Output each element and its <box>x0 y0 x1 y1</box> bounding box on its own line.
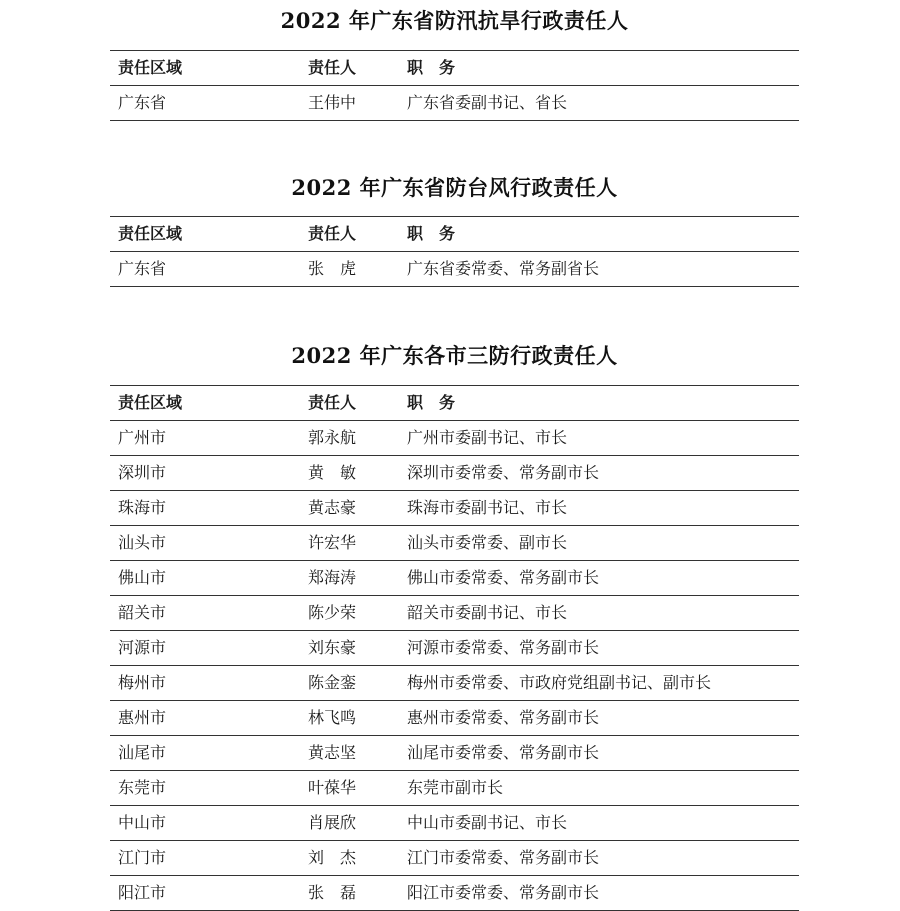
table-row <box>110 736 799 771</box>
section-title: 2022 年广东各市三防行政责任人 <box>291 343 618 368</box>
cell-person: 林飞鸣 <box>308 708 357 727</box>
cell-region: 佛山市 <box>118 568 167 587</box>
table-row <box>110 491 799 526</box>
cell-position: 江门市委常委、常务副市长 <box>407 848 600 867</box>
cell-person: 叶葆华 <box>308 778 357 797</box>
cell-person: 郭永航 <box>308 428 357 447</box>
cell-position: 珠海市委副书记、市长 <box>407 498 568 517</box>
table-row <box>110 876 799 911</box>
cell-position: 中山市委副书记、市长 <box>407 813 568 832</box>
table-row <box>110 86 799 121</box>
responsibility-table <box>110 385 799 911</box>
table-row <box>110 701 799 736</box>
cell-position: 汕头市委常委、副市长 <box>407 533 568 552</box>
cell-region: 中山市 <box>118 813 167 832</box>
table-header-row <box>110 385 799 421</box>
cell-position: 广东省委常委、常务副省长 <box>407 259 600 278</box>
cell-position: 广州市委副书记、市长 <box>407 428 568 447</box>
responsibility-table <box>110 50 799 121</box>
cell-person: 陈金銮 <box>308 673 357 692</box>
cell-person: 刘东豪 <box>308 638 357 657</box>
table-row <box>110 596 799 631</box>
cell-region: 汕头市 <box>118 533 167 552</box>
table-row <box>110 561 799 596</box>
header-person: 责任人 <box>308 224 357 243</box>
cell-position: 深圳市委常委、常务副市长 <box>407 463 600 482</box>
header-region: 责任区域 <box>118 224 183 243</box>
cell-region: 河源市 <box>118 638 167 657</box>
cell-person: 许宏华 <box>308 533 357 552</box>
cell-region: 广东省 <box>118 259 167 278</box>
cell-position: 佛山市委常委、常务副市长 <box>407 568 600 587</box>
cell-region: 梅州市 <box>118 673 167 692</box>
cell-region: 阳江市 <box>118 883 167 902</box>
cell-region: 江门市 <box>118 848 167 867</box>
cell-position: 汕尾市委常委、常务副市长 <box>407 743 600 762</box>
cell-position: 惠州市委常委、常务副市长 <box>407 708 600 727</box>
table-row <box>110 666 799 701</box>
cell-position: 广东省委副书记、省长 <box>407 93 568 112</box>
responsibility-table <box>110 216 799 287</box>
header-region: 责任区域 <box>118 393 183 412</box>
header-position: 职 务 <box>407 224 456 243</box>
cell-region: 汕尾市 <box>118 743 167 762</box>
cell-person: 王伟中 <box>308 93 357 112</box>
cell-person: 黄 敏 <box>308 463 357 482</box>
cell-region: 东莞市 <box>118 778 167 797</box>
cell-position: 东莞市副市长 <box>407 778 504 797</box>
section-title: 2022 年广东省防汛抗旱行政责任人 <box>280 8 629 33</box>
cell-region: 韶关市 <box>118 603 167 622</box>
cell-person: 肖展欣 <box>308 813 357 832</box>
table-header-row <box>110 50 799 86</box>
cell-person: 张 磊 <box>308 883 357 902</box>
cell-region: 广东省 <box>118 93 167 112</box>
cell-person: 刘 杰 <box>308 848 357 867</box>
section-title: 2022 年广东省防台风行政责任人 <box>291 175 618 200</box>
table-row <box>110 456 799 491</box>
table-row <box>110 526 799 561</box>
header-person: 责任人 <box>308 393 357 412</box>
header-region: 责任区域 <box>118 58 183 77</box>
cell-position: 河源市委常委、常务副市长 <box>407 638 600 657</box>
table-header-row <box>110 216 799 252</box>
table-row <box>110 841 799 876</box>
table-row <box>110 806 799 841</box>
header-position: 职 务 <box>407 58 456 77</box>
cell-person: 张 虎 <box>308 259 357 278</box>
cell-person: 郑海涛 <box>308 568 357 587</box>
cell-person: 黄志豪 <box>308 498 357 517</box>
cell-region: 珠海市 <box>118 498 167 517</box>
header-person: 责任人 <box>308 58 357 77</box>
header-position: 职 务 <box>407 393 456 412</box>
table-row <box>110 252 799 287</box>
cell-position: 梅州市委常委、市政府党组副书记、副市长 <box>407 673 712 692</box>
cell-person: 陈少荣 <box>308 603 357 622</box>
cell-region: 广州市 <box>118 428 167 447</box>
table-row <box>110 421 799 456</box>
table-row <box>110 631 799 666</box>
cell-position: 韶关市委副书记、市长 <box>407 603 568 622</box>
cell-region: 惠州市 <box>118 708 167 727</box>
cell-person: 黄志坚 <box>308 743 357 762</box>
table-row <box>110 771 799 806</box>
cell-region: 深圳市 <box>118 463 167 482</box>
cell-position: 阳江市委常委、常务副市长 <box>407 883 600 902</box>
